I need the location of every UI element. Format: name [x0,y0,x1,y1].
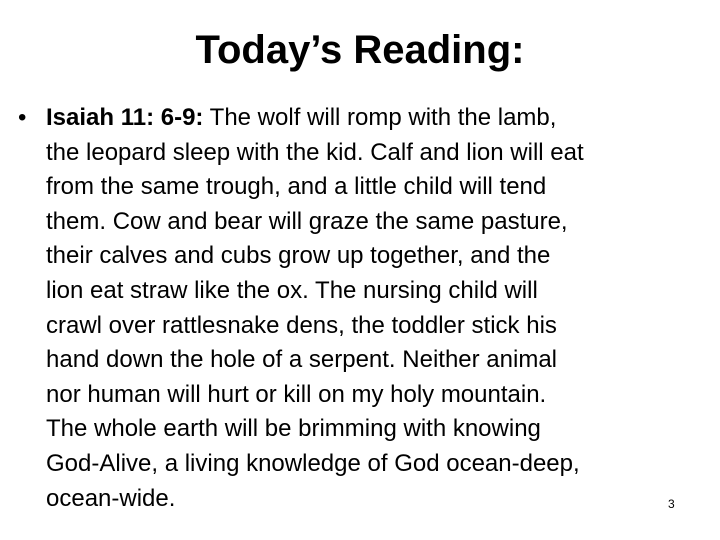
reading-line: the leopard sleep with the kid. Calf and lion will eat [46,138,584,166]
reading-line: God-Alive, a living knowledge of God ocean-deep, [46,449,580,477]
scripture-reference: Isaiah 11: 6-9: [46,104,204,131]
reading-line: them. Cow and bear will graze the same pasture, [46,207,568,235]
reading-line: nor human will hurt or kill on my holy mountain. [46,380,547,408]
slide-number: 3 [668,497,675,511]
reading-line: their calves and cubs grow up together, and the [46,242,551,270]
reading-line-text: The wolf will romp with the lamb, [203,104,557,131]
reading-line: ocean-wide. [46,484,176,512]
reading-line [46,101,706,136]
reading-line: The whole earth will be brimming with knowing [46,415,541,443]
reading-line: hand down the hole of a serpent. Neither animal [46,346,557,374]
reading-line: crawl over rattlesnake dens, the toddler stick his [46,311,557,339]
bullet-icon: • [18,104,27,131]
slide-title: Today’s Reading: [195,28,525,72]
reading-line: from the same trough, and a little child will tend [46,173,547,201]
reading-line: lion eat straw like the ox. The nursing child will [46,276,538,304]
reading-text [46,101,706,516]
